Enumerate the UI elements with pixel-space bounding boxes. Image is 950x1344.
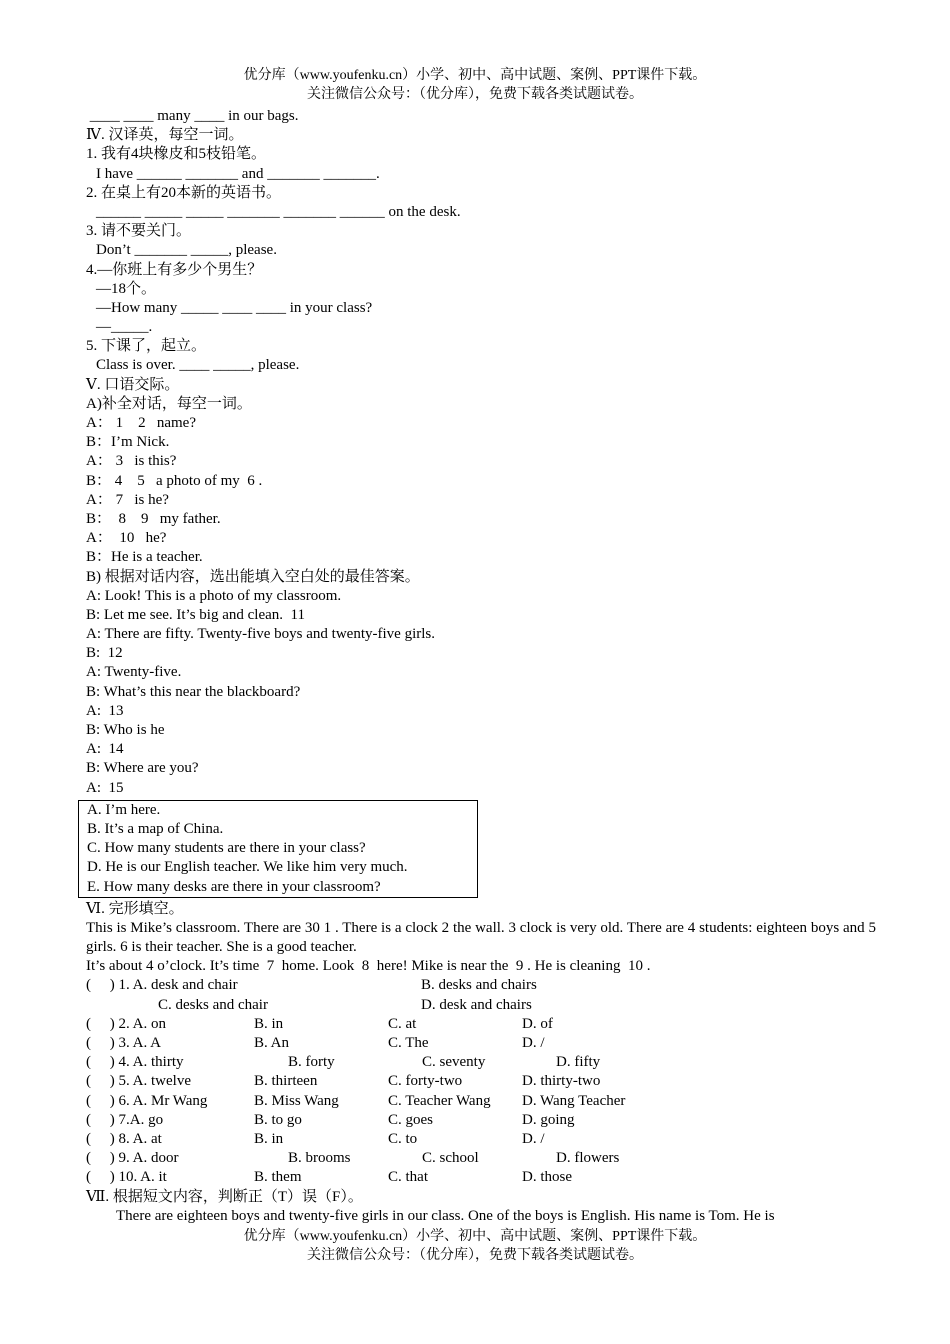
choice-option: C. goes [388, 1111, 433, 1128]
choice-option: B. thirteen [254, 1073, 318, 1090]
section-title: Ⅵ. 完形填空。 [86, 900, 184, 917]
dialog-line: A: There are fifty. Twenty-five boys and twenty-five girls. [86, 626, 435, 643]
dialog-line: B： 8 9 my father. [86, 510, 221, 527]
choice-a: ( ) 1. A. desk and chair [86, 977, 238, 994]
answer-line: Class is over. ____ _____, please. [96, 357, 300, 374]
choice-option: B. forty [288, 1054, 335, 1071]
choice-option: ( ) 4. A. thirty [86, 1054, 184, 1071]
choice-option: C. school [422, 1150, 479, 1167]
question: 1. 我有4块橡皮和5枝铅笔。 [86, 146, 267, 163]
choice-option: B. in [254, 1130, 284, 1147]
dialog-line: A： 7 is he? [86, 491, 169, 508]
choice-option: ( ) 5. A. twelve [86, 1073, 191, 1090]
dialog-line: A： 3 is this? [86, 453, 177, 470]
choice-row [86, 1130, 876, 1149]
choice-d: D. desk and chairs [421, 996, 532, 1013]
choice-row [86, 1034, 876, 1053]
choice-option: D. / [522, 1035, 545, 1052]
section-title: Ⅳ. 汉译英，每空一词。 [86, 127, 244, 144]
answer-line: ______ _____ _____ _______ _______ ______ on the desk. [96, 203, 461, 220]
choice-row [86, 976, 876, 995]
choice-row [86, 1111, 876, 1130]
dialog-line: A: 15 [86, 779, 128, 796]
dialog-line: B： 4 5 a photo of my 6 . [86, 472, 263, 489]
option-item: A. I’m here. [87, 801, 161, 818]
dialog-line: B: Who is he [86, 722, 165, 738]
choice-option: ( ) 8. A. at [86, 1130, 162, 1147]
choice-option: D. thirty-two [522, 1073, 601, 1090]
footer-line-2: 关注微信公众号：（优分库），免费下载各类试题试卷。 [307, 1248, 643, 1263]
choice-option: D. / [522, 1130, 545, 1147]
option-item: D. He is our English teacher. We like him very much. [87, 859, 408, 876]
choice-row [86, 1092, 876, 1111]
choice-c: C. desks and chair [158, 996, 268, 1013]
footer-line-1: 优分库（www.youfenku.cn）小学、初中、高中试题、案例、PPT课件下载。 [243, 1229, 707, 1244]
document-body [86, 107, 876, 1226]
dialog-line: A: Look! This is a photo of my classroom. [86, 587, 342, 604]
answer-line: I have ______ _______ and _______ _______. [96, 165, 380, 182]
choice-option: B. brooms [288, 1150, 351, 1167]
choice-option: C. that [388, 1169, 428, 1186]
choice-option: ( ) 7.A. go [86, 1111, 164, 1128]
dialog-line: B: What’s this near the blackboard? [86, 683, 301, 700]
dialog-line: A： 10 he? [86, 530, 167, 547]
choice-option: B. Miss Wang [254, 1092, 339, 1109]
question: 3. 请不要关门。 [86, 223, 192, 240]
text-line: ____ ____ many ____ in our bags. [86, 108, 299, 124]
choice-row [86, 1015, 876, 1034]
question: 4.—你班上有多少个男生？ [86, 261, 263, 278]
choice-option: D. Wang Teacher [522, 1092, 626, 1109]
choice-option: B. them [254, 1169, 302, 1186]
choice-option: ( ) 6. A. Mr Wang [86, 1092, 208, 1109]
answer-line: —How many _____ ____ ____ in your class? [96, 299, 373, 316]
choice-option: D. flowers [556, 1150, 620, 1167]
dialog-line: B: Let me see. It’s big and clean. 11 [86, 606, 309, 623]
dialog-line: A: 13 [86, 702, 128, 719]
header-line-1: 优分库（www.youfenku.cn）小学、初中、高中试题、案例、PPT课件下载。 [243, 68, 707, 83]
choice-option: C. Teacher Wang [388, 1092, 491, 1109]
subsection-title: B) 根据对话内容，选出能填入空白处的最佳答案。 [86, 568, 420, 585]
choice-option: C. The [388, 1035, 429, 1052]
option-item: C. How many students are there in your class? [87, 840, 366, 857]
answer-line: —_____. [96, 319, 153, 336]
choice-row [86, 1072, 876, 1091]
choice-option: D. fifty [556, 1054, 601, 1071]
page-header [0, 66, 950, 104]
answer-line: Don’t _______ _____, please. [96, 242, 277, 259]
passage-text: There are eighteen boys and twenty-five girls in our class. One of the boys is English. His name is Tom. He is [116, 1207, 775, 1224]
choice-option: D. of [522, 1015, 553, 1032]
dialog-line: B: Where are you? [86, 760, 199, 777]
cloze-paragraph: This is Mike’s classroom. There are 30 1 . There is a clock 2 the wall. 3 clock is very old. There are 4 students: eighteen boys and 5 girls. 6 is their teacher. She is a good teacher. [86, 919, 876, 956]
choice-option: ( ) 9. A. door [86, 1150, 179, 1167]
choice-option: C. forty-two [388, 1073, 463, 1090]
choice-row [86, 1053, 876, 1072]
choice-option: D. those [522, 1169, 572, 1186]
choice-row [86, 1149, 876, 1168]
choice-option: B. to go [254, 1111, 302, 1128]
choice-option: ( ) 2. A. on [86, 1015, 166, 1032]
subsection-title: A)补全对话，每空一词。 [86, 395, 252, 412]
option-item: E. How many desks are there in your classroom? [87, 878, 381, 895]
question: 5. 下课了，起立。 [86, 338, 207, 355]
choice-option: ( ) 3. A. A [86, 1035, 161, 1052]
choice-row [86, 1168, 876, 1187]
choice-row [86, 996, 876, 1015]
choice-option: C. seventy [422, 1054, 486, 1071]
page-footer [0, 1227, 950, 1265]
choice-option: C. to [388, 1130, 418, 1147]
choice-rows [86, 1015, 876, 1188]
dialog-line: B：He is a teacher. [86, 549, 203, 566]
section-title: Ⅴ. 口语交际。 [86, 376, 180, 393]
dialog-line: B：I’m Nick. [86, 434, 170, 451]
section-title: Ⅶ. 根据短文内容，判断正（T）误（F）。 [86, 1188, 363, 1205]
options-box [78, 800, 478, 898]
dialog-line: A: Twenty-five. [86, 664, 182, 681]
choice-option: ( ) 10. A. it [86, 1169, 167, 1186]
choice-option: C. at [388, 1015, 417, 1032]
dialog-line: A: 14 [86, 741, 128, 758]
cloze-paragraph-2: It’s about 4 o’clock. It’s time 7 home. Look 8 here! Mike is near the 9 . He is cleaning 10 . [86, 958, 651, 975]
header-line-2: 关注微信公众号：（优分库），免费下载各类试题试卷。 [307, 87, 643, 102]
dialog-line: A： 1 2 name? [86, 415, 196, 431]
answer-line: —18个。 [96, 280, 157, 297]
option-item: B. It’s a map of China. [87, 820, 224, 837]
choice-option: D. going [522, 1111, 575, 1128]
choice-option: B. An [254, 1035, 290, 1052]
dialog-line: B: 12 [86, 645, 127, 662]
choice-b: B. desks and chairs [421, 977, 537, 994]
choice-option: B. in [254, 1015, 284, 1032]
question: 2. 在桌上有20本新的英语书。 [86, 184, 282, 201]
